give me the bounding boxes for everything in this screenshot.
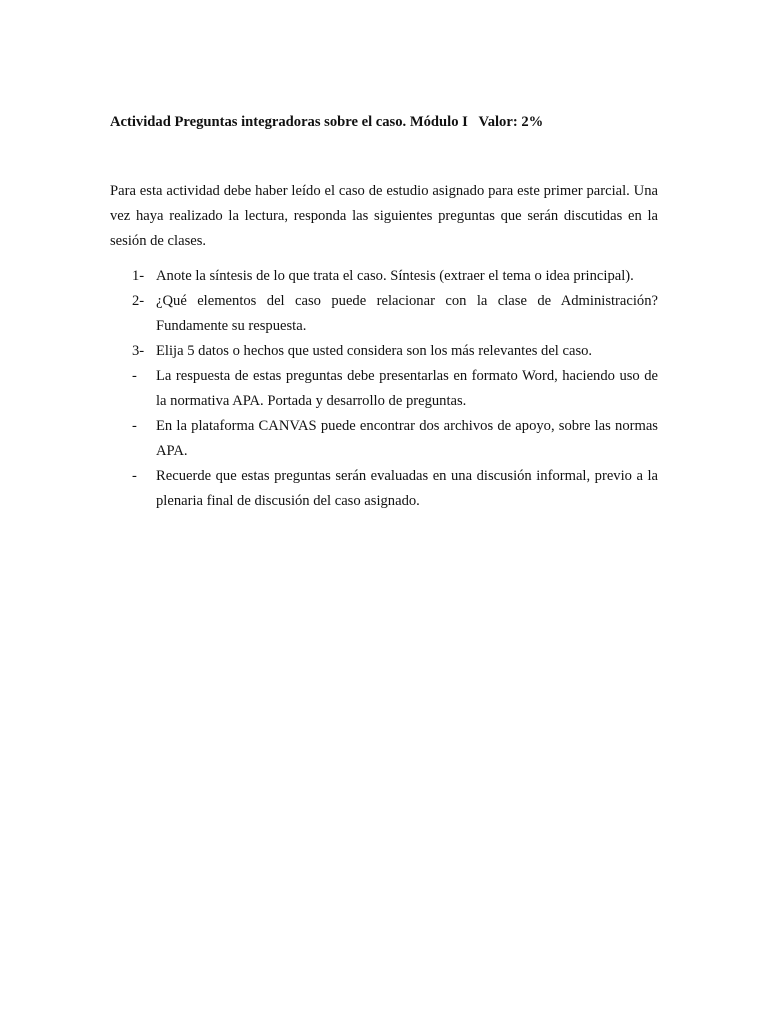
list-item-text: Recuerde que estas preguntas serán evaluadas en una discusión informal, previo a la plenaria final de discusión del caso asignado. (156, 468, 658, 509)
list-item-text: En la plataforma CANVAS puede encontrar dos archivos de apoyo, sobre las normas APA. (156, 418, 658, 459)
list-item (110, 414, 658, 464)
list-marker: - (132, 368, 137, 384)
list-item-text: ¿Qué elementos del caso puede relacionar con la clase de Administración? Fundamente su respuesta. (156, 293, 658, 334)
list-item (110, 264, 658, 289)
list-marker: - (132, 418, 137, 434)
list-item (110, 289, 658, 339)
document-page (110, 0, 658, 1024)
list-item (110, 464, 658, 514)
list-item (110, 339, 658, 364)
list-item-text: Anote la síntesis de lo que trata el caso. Síntesis (extraer el tema o idea principal). (156, 268, 634, 284)
list-item-text: Elija 5 datos o hechos que usted considera son los más relevantes del caso. (156, 343, 593, 359)
list-marker: - (132, 468, 137, 484)
list-marker: 3- (132, 343, 145, 359)
list-marker: 1- (132, 268, 145, 284)
question-list (110, 264, 658, 514)
document-title: Actividad Preguntas integradoras sobre el caso. Módulo I Valor: 2% (110, 114, 544, 130)
list-item-text: La respuesta de estas preguntas debe presentarlas en formato Word, haciendo uso de la normativa APA. Portada y desarrollo de preguntas. (156, 368, 658, 409)
list-marker: 2- (132, 293, 145, 309)
list-item (110, 364, 658, 414)
intro-paragraph: Para esta actividad debe haber leído el caso de estudio asignado para este primer parcial. Una vez haya realizado la lectura, responda las siguientes preguntas que serán discutidas en la sesión de clases. (110, 183, 658, 249)
